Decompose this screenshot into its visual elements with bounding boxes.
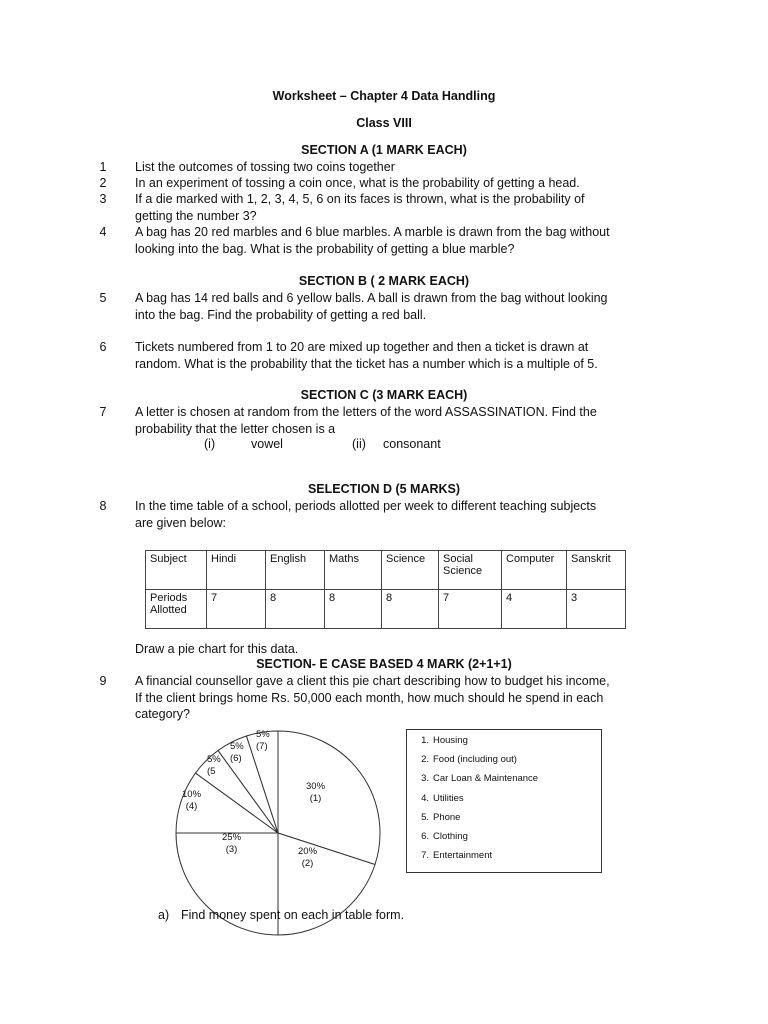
table-cell: Subject (146, 551, 207, 590)
section-d-heading: SELECTION D (5 MARKS) (307, 482, 461, 496)
table-cell: Science (382, 551, 439, 590)
question-text: A financial counsellor gave a client this pie chart describing how to budget his income, If the client brings home Rs. 50,000 each month, how much should he spend in each category? (135, 674, 610, 721)
table-cell: 7 (207, 590, 266, 629)
slice-label-4: 10% (4) (182, 789, 202, 812)
table-cell: 8 (382, 590, 439, 629)
table-cell: English (266, 551, 325, 590)
section-a-heading: SECTION A (1 MARK EACH) (301, 143, 467, 157)
class-label: Class VIII (356, 116, 412, 130)
question-number: 8 (99, 499, 107, 513)
legend-item: 5. Phone (421, 812, 461, 823)
option-i-label: (i) (204, 437, 216, 451)
legend-item: 7. Entertainment (421, 850, 493, 861)
table-cell: Computer (502, 551, 567, 590)
table-cell: 4 (502, 590, 567, 629)
pie-legend (406, 729, 602, 873)
section-b-heading: SECTION B ( 2 MARK EACH) (298, 274, 470, 288)
question-number: 9 (99, 674, 107, 688)
question-number: 5 (99, 291, 107, 305)
table-cell: Periods Allotted (146, 590, 207, 629)
legend-item: 3. Car Loan & Maintenance (421, 773, 539, 784)
slice-label-3: 25% (3) (222, 832, 242, 855)
section-e-heading: SECTION- E CASE BASED 4 MARK (2+1+1) (256, 657, 512, 671)
question-text: In an experiment of tossing a coin once, what is the probability of getting a head. (135, 176, 580, 190)
question-number: 6 (99, 340, 107, 354)
table-cell: Sanskrit (567, 551, 626, 590)
question-text: Tickets numbered from 1 to 20 are mixed up together and then a ticket is drawn at random. What is the probability that the ticket has a number which is a multiple of 5. (135, 340, 598, 371)
slice-label-6: 5% (6) (230, 741, 244, 764)
legend-item: 2. Food (including out) (421, 754, 517, 765)
question-text: A bag has 14 red balls and 6 yellow balls. A ball is drawn from the bag without looking into the bag. Find the probability of getting a red ball. (135, 291, 608, 322)
slice-label-7: 5% (7) (256, 729, 270, 752)
table-cell: 8 (266, 590, 325, 629)
legend-item: 4. Utilities (421, 793, 464, 804)
instruction-text: Draw a pie chart for this data. (135, 642, 299, 656)
question-number: 3 (99, 192, 107, 206)
section-c-heading: SECTION C (3 MARK EACH) (300, 388, 468, 402)
slice-label-5: 5% (5 (207, 754, 221, 777)
option-i-text: vowel (251, 437, 283, 451)
question-text: In the time table of a school, periods allotted per week to different teaching subjects are given below: (135, 499, 597, 530)
table-cell: Maths (325, 551, 382, 590)
table-row (146, 590, 626, 629)
worksheet-title: Worksheet – Chapter 4 Data Handling (272, 89, 496, 103)
periods-table (145, 550, 626, 629)
option-ii-label: (ii) (352, 437, 366, 451)
table-row (146, 551, 626, 590)
subquestion-text: Find money spent on each in table form. (181, 908, 405, 922)
question-text: A letter is chosen at random from the letters of the word ASSASSINATION. Find the probability that the letter chosen is a (135, 405, 597, 436)
legend-item: 6. Clothing (421, 831, 468, 842)
table-cell: Hindi (207, 551, 266, 590)
table-cell: 8 (325, 590, 382, 629)
slice-label-2: 20% (2) (298, 846, 318, 869)
question-number: 7 (99, 405, 107, 419)
question-number: 1 (99, 160, 107, 174)
question-text: List the outcomes of tossing two coins together (135, 160, 395, 174)
question-number: 2 (99, 176, 107, 190)
table-cell: 7 (439, 590, 502, 629)
option-ii-text: consonant (383, 437, 441, 451)
question-text: A bag has 20 red marbles and 6 blue marbles. A marble is drawn from the bag without looking into the bag. What is the probability of getting a blue marble? (135, 225, 610, 256)
question-number: 4 (99, 225, 107, 239)
slice-label-1: 30% (1) (306, 781, 326, 804)
question-text: If a die marked with 1, 2, 3, 4, 5, 6 on its faces is thrown, what is the probability of getting the number 3? (135, 192, 585, 223)
subquestion-label: a) (158, 908, 170, 922)
table-cell: 3 (567, 590, 626, 629)
legend-item: 1. Housing (421, 735, 468, 746)
table-cell: Social Science (439, 551, 502, 590)
